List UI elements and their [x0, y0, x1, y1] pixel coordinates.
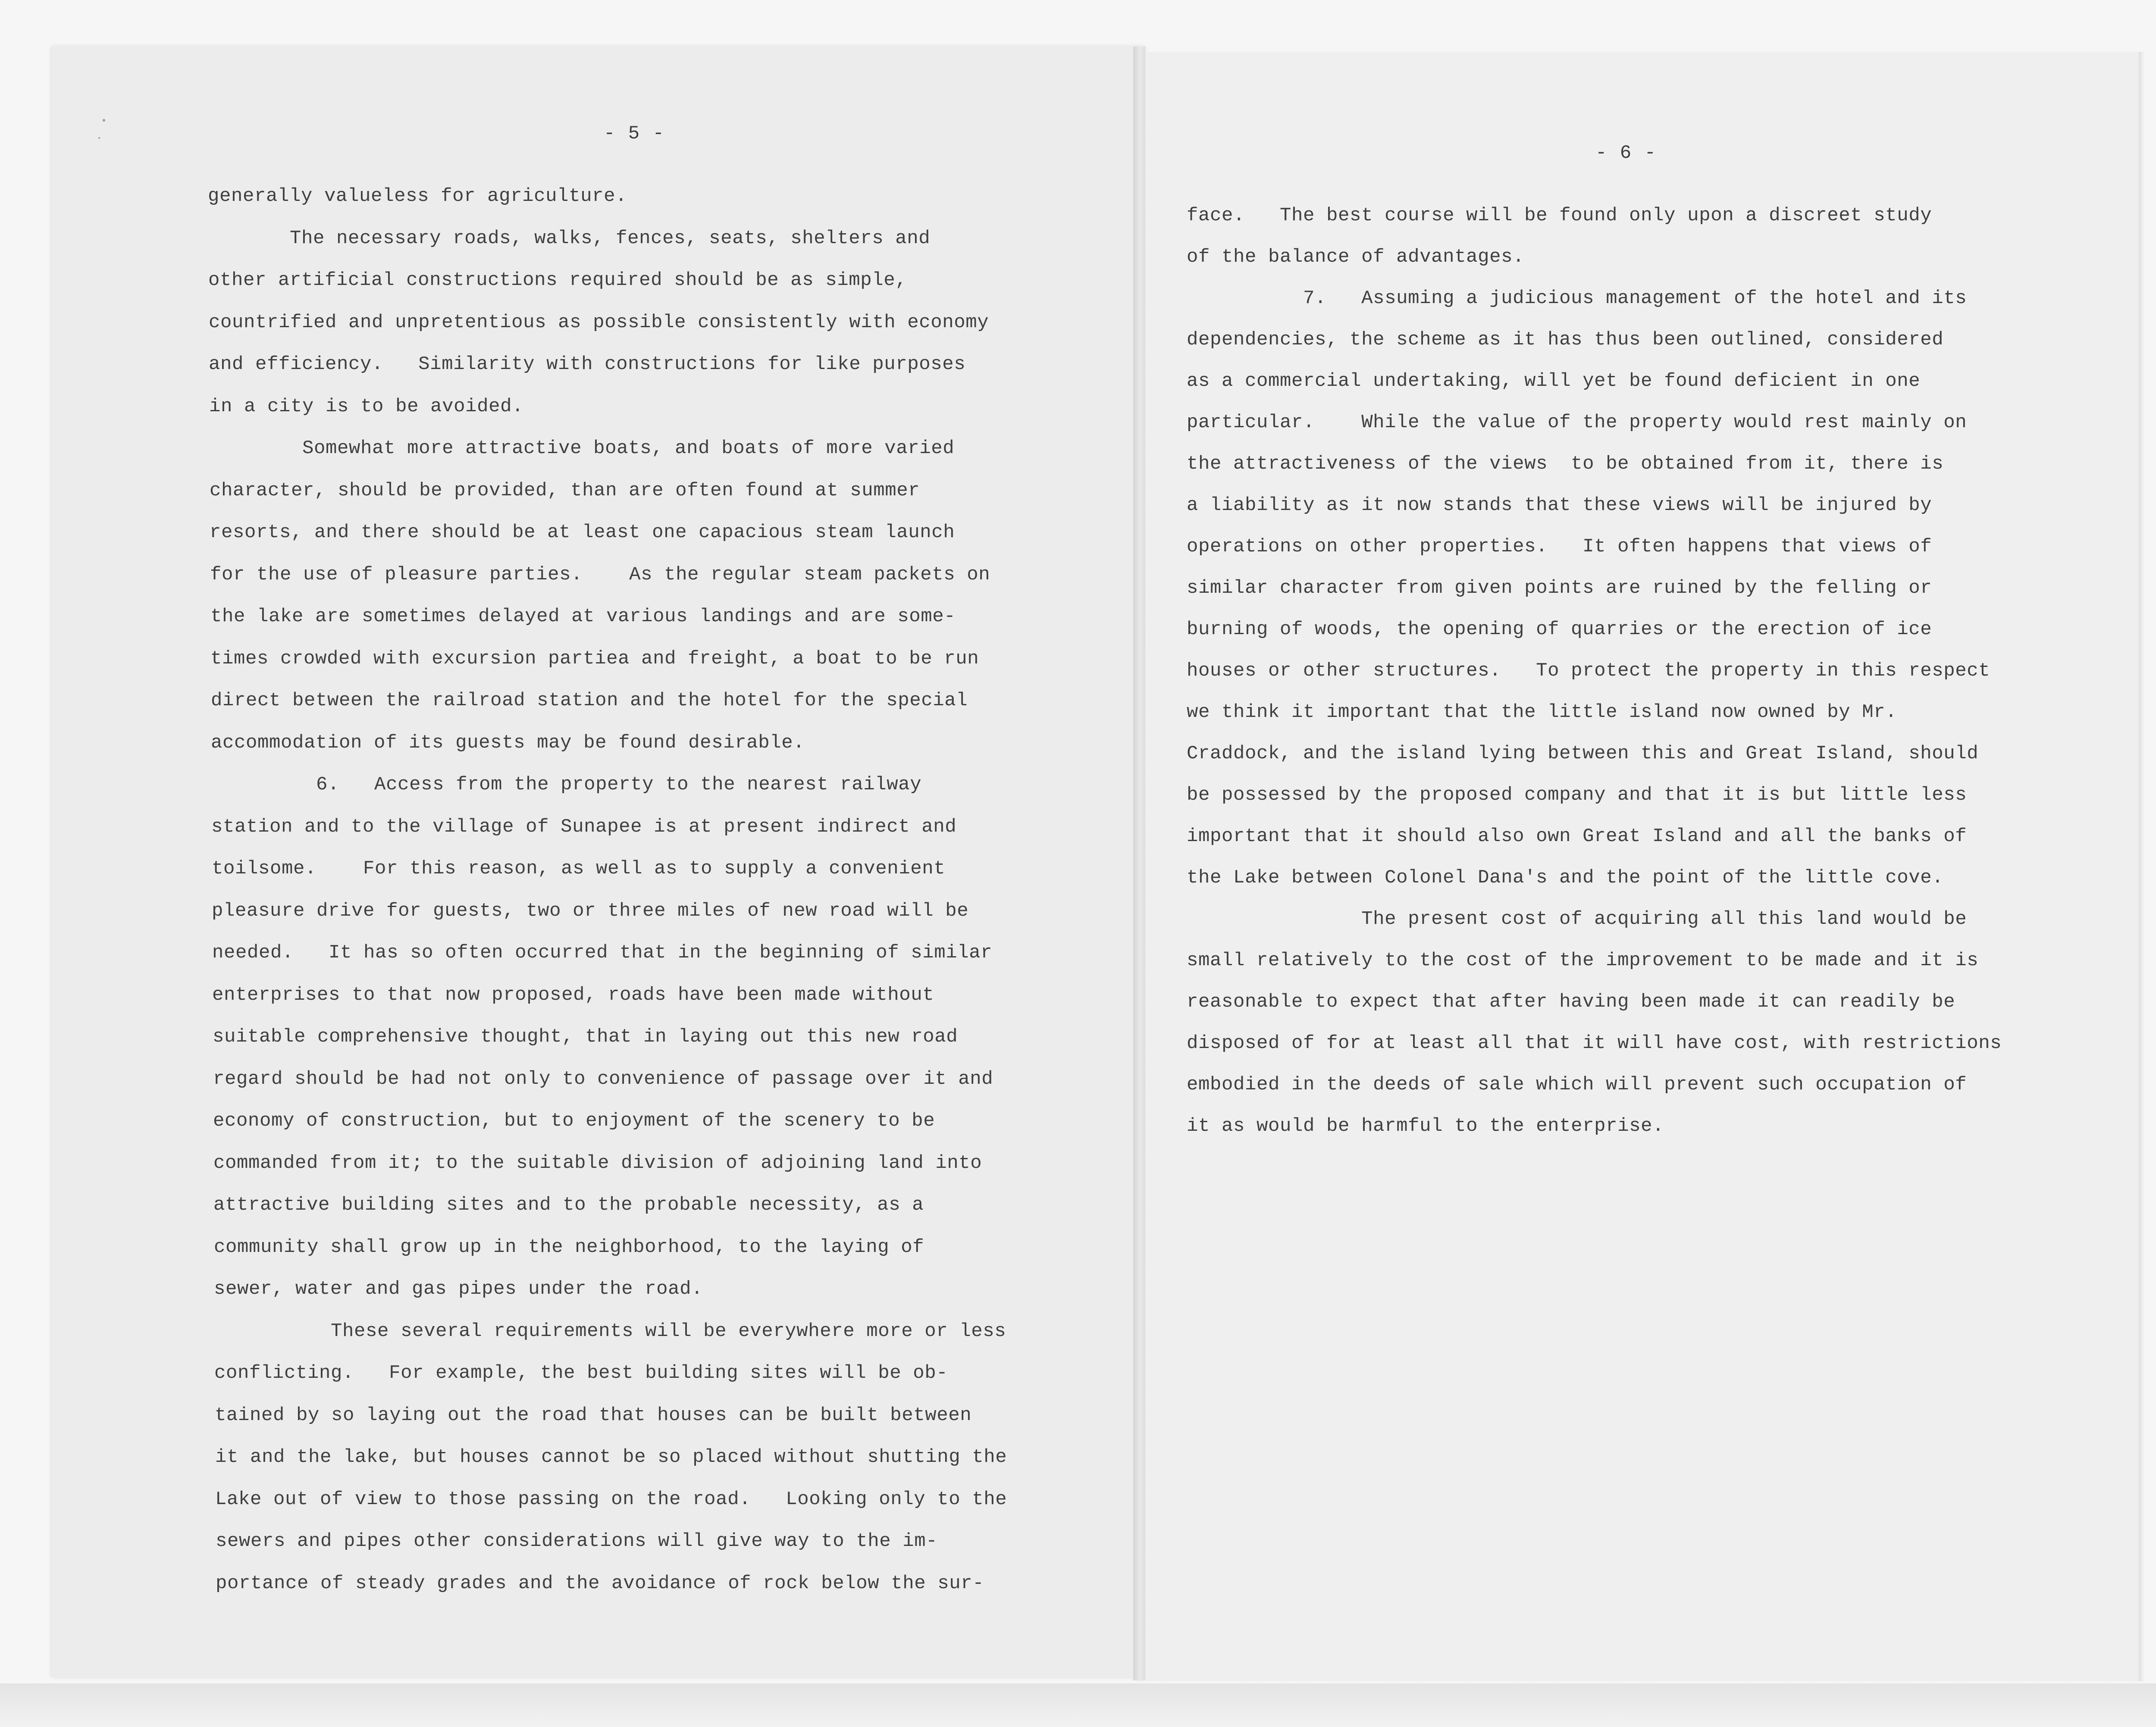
text-line: tained by so laying out the road that houses can be built between [215, 1404, 972, 1426]
text-line: economy of construction, but to enjoyment of the scenery to be [213, 1110, 935, 1132]
left-page-number: - 5 - [604, 123, 665, 144]
text-line: character, should be provided, than are often found at summer [210, 479, 920, 501]
text-line: and efficiency. Similarity with constructions for like purposes [209, 354, 966, 375]
scan-speck [98, 137, 100, 139]
right-page-edge [2139, 52, 2145, 1681]
text-line: 7. Assuming a judicious management of the hotel and its [1187, 288, 1967, 309]
text-line: pleasure drive for guests, two or three miles of new road will be [212, 900, 969, 922]
text-line: The necessary roads, walks, fences, seats, shelters and [208, 227, 931, 249]
text-line: as a commercial undertaking, will yet be found deficient in one [1187, 370, 1921, 392]
right-page-number: - 6 - [1595, 142, 1657, 164]
text-line: disposed of for at least all that it will have cost, with restrictions [1187, 1032, 2002, 1054]
scan-speck [103, 119, 105, 122]
text-line: The present cost of acquiring all this land would be [1187, 908, 1967, 930]
text-line: attractive building sites and to the probable necessity, as a [213, 1194, 924, 1216]
text-line: be possessed by the proposed company and that it is but little less [1187, 784, 1967, 806]
text-line: community shall grow up in the neighborhood, to the laying of [214, 1236, 924, 1258]
text-line: dependencies, the scheme as it has thus been outlined, considered [1187, 329, 1944, 350]
text-line: regard should be had not only to convenience of passage over it and [213, 1068, 993, 1090]
text-line: it as would be harmful to the enterprise. [1187, 1115, 1664, 1137]
text-line: conflicting. For example, the best building sites will be ob- [214, 1362, 948, 1384]
text-line: toilsome. For this reason, as well as to supply a convenient [212, 858, 946, 879]
text-line: Somewhat more attractive boats, and boats of more varied [209, 438, 955, 459]
text-line: the Lake between Colonel Dana's and the point of the little cove. [1187, 867, 1944, 889]
text-line: embodied in the deeds of sale which will prevent such occupation of [1187, 1074, 1967, 1095]
page-gutter [1133, 47, 1145, 1680]
text-line: resorts, and there should be at least one capacious steam launch [210, 522, 955, 543]
text-line: direct between the railroad station and the hotel for the special [211, 690, 968, 711]
text-line: times crowded with excursion partiea and freight, a boat to be run [210, 648, 979, 670]
text-line: other artificial constructions required should be as simple, [208, 269, 907, 291]
text-line: face. The best course will be found only upon a discreet study [1187, 205, 1932, 226]
text-line: Craddock, and the island lying between this and Great Island, should [1187, 743, 1979, 764]
text-line: countrified and unpretentious as possible consistently with economy [209, 311, 989, 333]
text-line: station and to the village of Sunapee is at present indirect and [211, 816, 957, 838]
text-line: it and the lake, but houses cannot be so placed without shutting the [215, 1446, 1007, 1468]
text-line: houses or other structures. To protect the property in this respect [1187, 660, 1990, 682]
text-line: small relatively to the cost of the improvement to be made and it is [1187, 950, 1979, 971]
text-line: reasonable to expect that after having been made it can readily be [1187, 991, 1955, 1013]
text-line: needed. It has so often occurred that in the beginning of similar [212, 942, 993, 964]
text-line: in a city is to be avoided. [209, 395, 524, 417]
text-line: particular. While the value of the property would rest mainly on [1187, 412, 1967, 433]
text-line: operations on other properties. It often happens that views of [1187, 536, 1932, 557]
text-line: the attractiveness of the views to be obtained from it, there is [1187, 453, 1944, 475]
text-line: for the use of pleasure parties. As the regular steam packets on [210, 563, 990, 585]
text-line: commanded from it; to the suitable division of adjoining land into [213, 1152, 982, 1174]
text-line: generally valueless for agriculture. [208, 185, 627, 207]
text-line: accommodation of its guests may be found desirable. [211, 732, 805, 754]
text-line: a liability as it now stands that these views will be injured by [1187, 494, 1932, 516]
text-line: suitable comprehensive thought, that in laying out this new road [213, 1026, 958, 1048]
text-line: important that it should also own Great Island and all the banks of [1187, 826, 1967, 847]
text-line: 6. Access from the property to the nearest railway [211, 774, 922, 795]
text-line: we think it important that the little island now owned by Mr. [1187, 701, 1897, 723]
text-line: Lake out of view to those passing on the road. Looking only to the [215, 1488, 1007, 1510]
text-line: sewer, water and gas pipes under the road. [214, 1278, 703, 1300]
text-line: the lake are sometimes delayed at various landings and are some- [210, 606, 956, 627]
text-line: enterprises to that now proposed, roads have been made without [212, 984, 934, 1006]
text-line: portance of steady grades and the avoidance of rock below the sur- [216, 1572, 984, 1594]
text-line: burning of woods, the opening of quarries or the erection of ice [1187, 619, 1932, 640]
text-line: sewers and pipes other considerations will give way to the im- [216, 1530, 938, 1552]
scanner-bed-edge [0, 1683, 2156, 1727]
text-line: similar character from given points are ruined by the felling or [1187, 577, 1932, 599]
text-line: of the balance of advantages. [1187, 246, 1525, 268]
text-line: These several requirements will be everywhere more or less [214, 1320, 1006, 1342]
